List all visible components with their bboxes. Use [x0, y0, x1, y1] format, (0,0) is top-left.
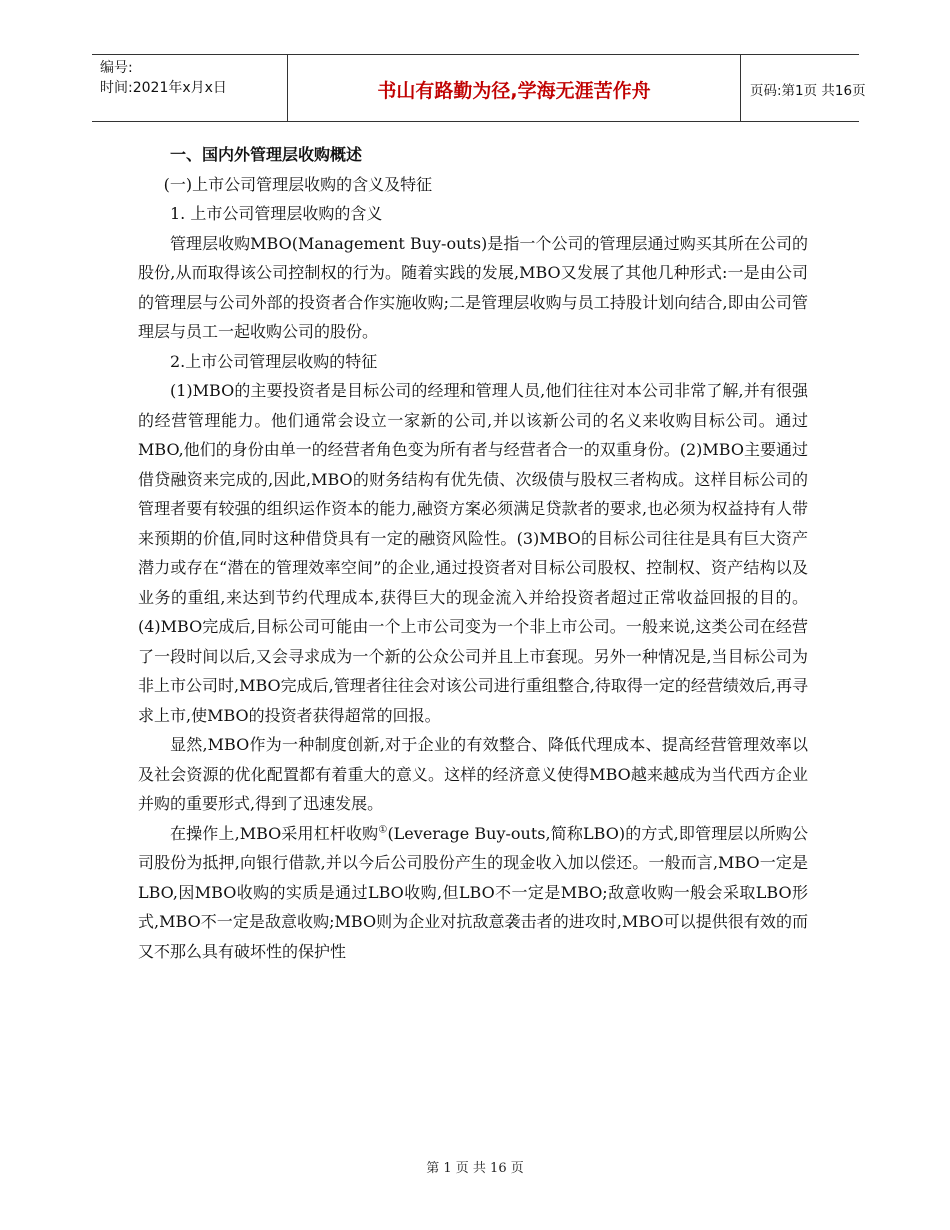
subsection-item-heading: 1. 上市公司管理层收购的含义 — [170, 204, 383, 223]
paragraph-text: (Leverage Buy-outs,简称LBO)的方式,即管理层以所购公司股份为抵押,向银行借款,并以今后公司股份产生的现金收入加以偿还。一般而言,MBO一定是LBO,因MBO收购的实质是通过LBO收购,但LBO不一定是MBO;敌意收购一般会采取LBO形式,MBO不一定是敌意收购;MBO则为企业对抗敌意袭击者的进攻时,MBO可以提供很有效的而又不那么具有破坏性的保护性 — [138, 823, 808, 961]
header-motto-cell — [287, 55, 741, 121]
paragraph-characteristics: (1)MBO的主要投资者是目标公司的经理和管理人员,他们往往对本公司非常了解,并有很强的经营管理能力。他们通常会设立一家新的公司,并以该新公司的名义来收购目标公司。通过MBO,他们的身份由单一的经营者角色变为所有者与经营者合一的双重身份。(2)MBO主要通过借贷融资来完成的,因此,MBO的财务结构有优先债、次级债与股权三者构成。这样目标公司的管理者要有较强的组织运作资本的能力,融资方案必须满足贷款者的要求,也必须为权益持有人带来预期的价值,同时这种借贷具有一定的融资风险性。(3)MBO的目标公司往往是具有巨大资产潜力或存在“潜在的管理效率空间”的企业,通过投资者对目标公司股权、控制权、资产结构以及业务的重组,来达到节约代理成本,获得巨大的现金流入并给投资者超过正常收益回报的目的。(4)MBO完成后,目标公司可能由一个上市公司变为一个非上市公司。一般来说,这类公司在经营了一段时间以后,又会寻求成为一个新的公众公司并且上市套现。另外一种情况是,当目标公司为非上市公司时,MBO完成后,管理者往往会对该公司进行重组整合,待取得一定的经营绩效后,再寻求上市,使MBO的投资者获得超常的回报。 — [138, 381, 808, 725]
paragraph-operation — [138, 819, 808, 967]
document-number-label: 编号: — [100, 60, 133, 76]
page-header — [92, 54, 866, 122]
footnote-marker[interactable]: ① — [378, 824, 388, 836]
header-meta-cell — [92, 55, 287, 121]
header-page-info: 页码:第1页 共16页 — [750, 83, 866, 99]
header-motto: 书山有路勤为径,学海无涯苦作舟 — [377, 80, 651, 102]
subsection-item-heading: 2.上市公司管理层收购的特征 — [170, 351, 378, 371]
paragraph-significance: 显然,MBO作为一种制度创新,对于企业的有效整合、降低代理成本、提高经营管理效率以及社会资源的优化配置都有着重大的意义。这样的经济意义使得MBO越来越成为当代西方企业并购的重要形式,得到了迅速发展。 — [138, 735, 808, 813]
paragraph-text: 在操作上,MBO采用杠杆收购 — [170, 823, 379, 843]
subsection-heading: (一)上市公司管理层收购的含义及特征 — [163, 174, 433, 194]
document-time-label: 时间:2021年x月x日 — [100, 80, 227, 96]
paragraph-definition: 管理层收购MBO(Management Buy-outs)是指一个公司的管理层通过购买其所在公司的股份,从而取得该公司控制权的行为。随着实践的发展,MBO又发展了其他几种形式:一是由公司的管理层与公司外部的投资者合作实施收购;二是管理层收购与员工持股计划向结合,即由公司管理层与员工一起收购公司的股份。 — [138, 233, 808, 341]
document-body — [138, 140, 808, 966]
section-heading: 一、国内外管理层收购概述 — [170, 145, 363, 164]
page-footer: 第 1 页 共 16 页 — [426, 1161, 524, 1176]
header-page-cell — [740, 55, 866, 121]
